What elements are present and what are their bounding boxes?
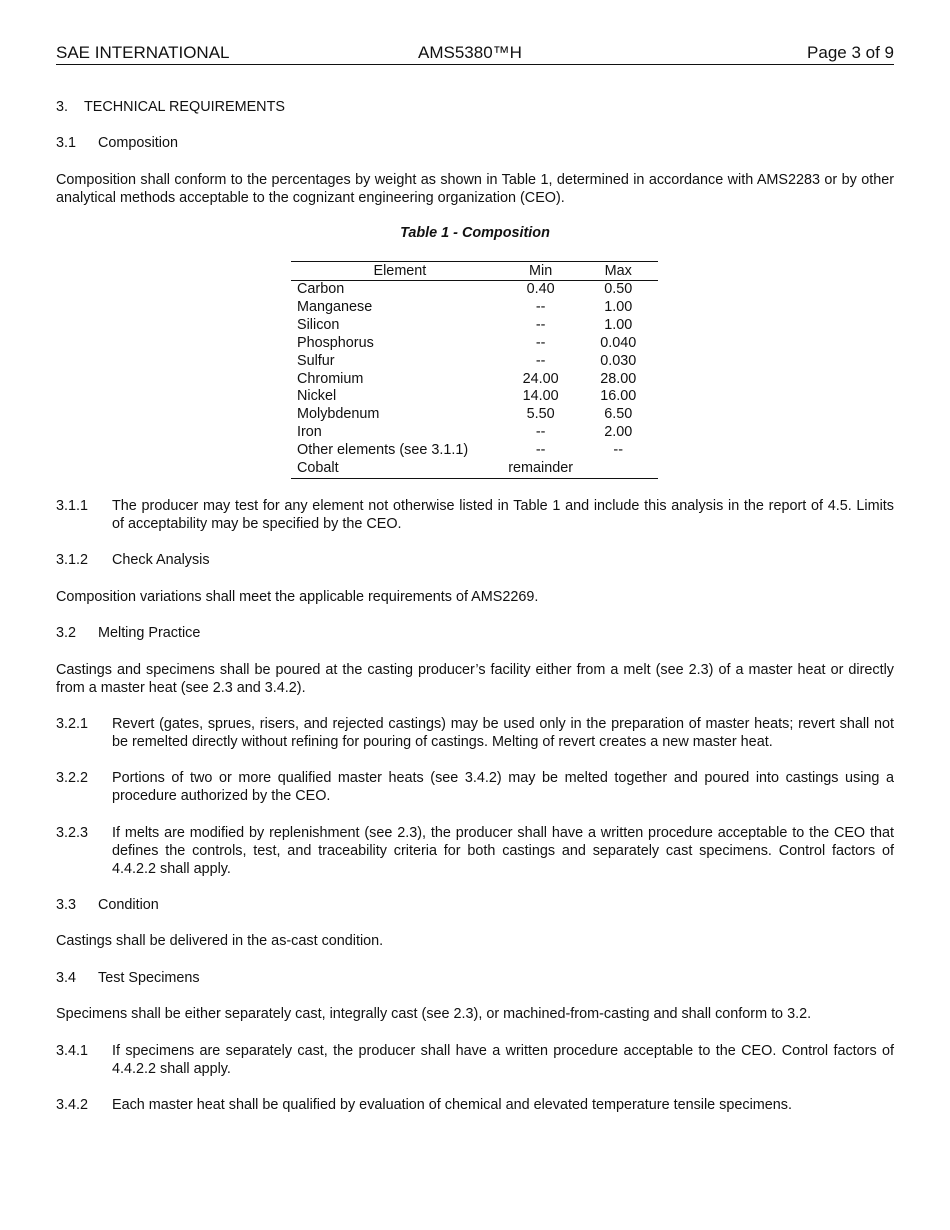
section-3-1-paragraph: Composition shall conform to the percentages by weight as shown in Table 1, determined in accordance with AMS2283 or by other analytical methods acceptable to the cognizant engineering organization (CEO). [56,172,894,206]
section-title: Condition [98,897,159,913]
section-title: Test Specimens [98,970,200,986]
cell-element: Carbon [297,281,345,297]
table-row [291,424,658,442]
cell-min: -- [535,352,546,369]
cell-min: -- [535,442,546,459]
table-row [291,335,658,353]
cell-element: Molybdenum [297,406,380,423]
section-title: Melting Practice [98,625,201,641]
cell-max: 6.50 [604,406,633,423]
table-caption: Table 1 - Composition [400,225,550,241]
section-title: Composition [98,135,178,151]
section-3-heading [56,98,285,116]
table-row [291,442,658,460]
table-row [291,460,658,478]
section-number: 3. [56,99,69,115]
section-3-1-heading [56,134,178,152]
section-3-2-heading [56,624,200,642]
section-3-1-1 [56,497,894,533]
section-number: 3.2.3 [56,825,89,841]
section-text: If melts are modified by replenishment (see 2.3), the producer shall have a written procedure acceptable to the CEO that defines the controls, test, and traceability criteria for both castings and separately cast specimens. Control factors of 4.4.2.2 shall apply. [112,825,894,877]
cell-max: 2.00 [604,424,633,441]
section-number: 3.1 [56,135,77,151]
cell-element: Nickel [297,388,337,405]
table-header-row [291,262,658,281]
header-doc-number: AMS5380™H [418,43,522,62]
section-number: 3.4 [56,970,77,986]
cell-min: 14.00 [522,388,559,405]
cell-max [578,460,658,478]
column-header-min: Min [503,262,579,281]
section-number: 3.3 [56,897,77,913]
section-number: 3.4.1 [56,1043,89,1059]
cell-min: remainder [508,460,574,477]
cell-max: 28.00 [600,370,637,387]
composition-table [291,261,658,479]
cell-min: -- [535,334,546,351]
section-3-1-2-heading [56,551,210,569]
section-number: 3.1.2 [56,552,89,568]
section-number: 3.1.1 [56,498,89,514]
cell-element: Manganese [297,298,373,315]
table-row [291,317,658,335]
section-number: 3.2 [56,625,77,641]
section-text: If specimens are separately cast, the producer shall have a written procedure acceptable to the CEO. Control factors of 4.4.2.2 shall apply. [112,1043,894,1077]
section-text: Revert (gates, sprues, risers, and rejected castings) may be used only in the preparation of master heats; revert shall not be remelted directly without refining for pouring of castings. Melting of revert creates a new master heat. [112,716,894,750]
cell-max: 0.040 [600,334,637,351]
section-3-3-heading [56,896,159,914]
cell-element: Chromium [297,370,364,387]
section-3-4-paragraph: Specimens shall be either separately cast, integrally cast (see 2.3), or machined-from-casting and shall conform to 3.2. [56,1006,812,1022]
section-text: The producer may test for any element not otherwise listed in Table 1 and include this analysis in the report of 4.5. Limits of acceptability may be specified by the CEO. [112,498,894,532]
cell-min: 5.50 [526,406,555,423]
table-row [291,299,658,317]
cell-max: 0.50 [604,281,633,297]
table-row [291,281,658,299]
section-3-2-3 [56,824,894,878]
table-row [291,371,658,389]
section-text: Each master heat shall be qualified by evaluation of chemical and elevated temperature tensile specimens. [112,1097,792,1113]
section-3-2-2 [56,769,894,805]
cell-min: 24.00 [522,370,559,387]
section-3-4-2 [56,1096,894,1114]
cell-min: -- [535,316,546,333]
section-number: 3.2.1 [56,716,89,732]
cell-max: 1.00 [604,316,633,333]
section-3-2-1 [56,715,894,751]
column-header-element: Element [291,262,503,281]
cell-element: Other elements (see 3.1.1) [297,442,469,459]
column-header-max: Max [578,262,658,281]
section-text: Portions of two or more qualified master heats (see 3.4.2) may be melted together and poured into castings using a procedure authorized by the CEO. [112,770,894,804]
page-header [56,44,894,65]
section-3-2-paragraph: Castings and specimens shall be poured at the casting producer’s facility either from a melt (see 2.3) of a master heat or directly from a master heat (see 2.3 and 3.4.2). [56,662,894,696]
cell-max: 0.030 [600,352,637,369]
cell-max: 1.00 [604,298,633,315]
cell-max: 16.00 [600,388,637,405]
cell-min: -- [535,298,546,315]
section-title: Check Analysis [112,552,210,568]
cell-max: -- [613,442,624,459]
section-3-3-paragraph: Castings shall be delivered in the as-cast condition. [56,933,384,949]
header-page-number: Page 3 of 9 [807,43,894,62]
section-number: 3.4.2 [56,1097,89,1113]
section-3-4-heading [56,969,200,987]
table-row [291,353,658,371]
cell-element: Iron [297,424,322,441]
header-org: SAE INTERNATIONAL [56,43,230,62]
section-3-1-2-paragraph: Composition variations shall meet the applicable requirements of AMS2269. [56,589,539,605]
section-number: 3.2.2 [56,770,89,786]
cell-element: Cobalt [297,460,339,477]
table-row [291,406,658,424]
section-3-4-1 [56,1042,894,1078]
section-title: TECHNICAL REQUIREMENTS [84,99,285,115]
table-row [291,388,658,406]
cell-min: 0.40 [526,281,555,297]
cell-element: Silicon [297,316,340,333]
cell-element: Sulfur [297,352,335,369]
cell-element: Phosphorus [297,334,374,351]
cell-min: -- [535,424,546,441]
